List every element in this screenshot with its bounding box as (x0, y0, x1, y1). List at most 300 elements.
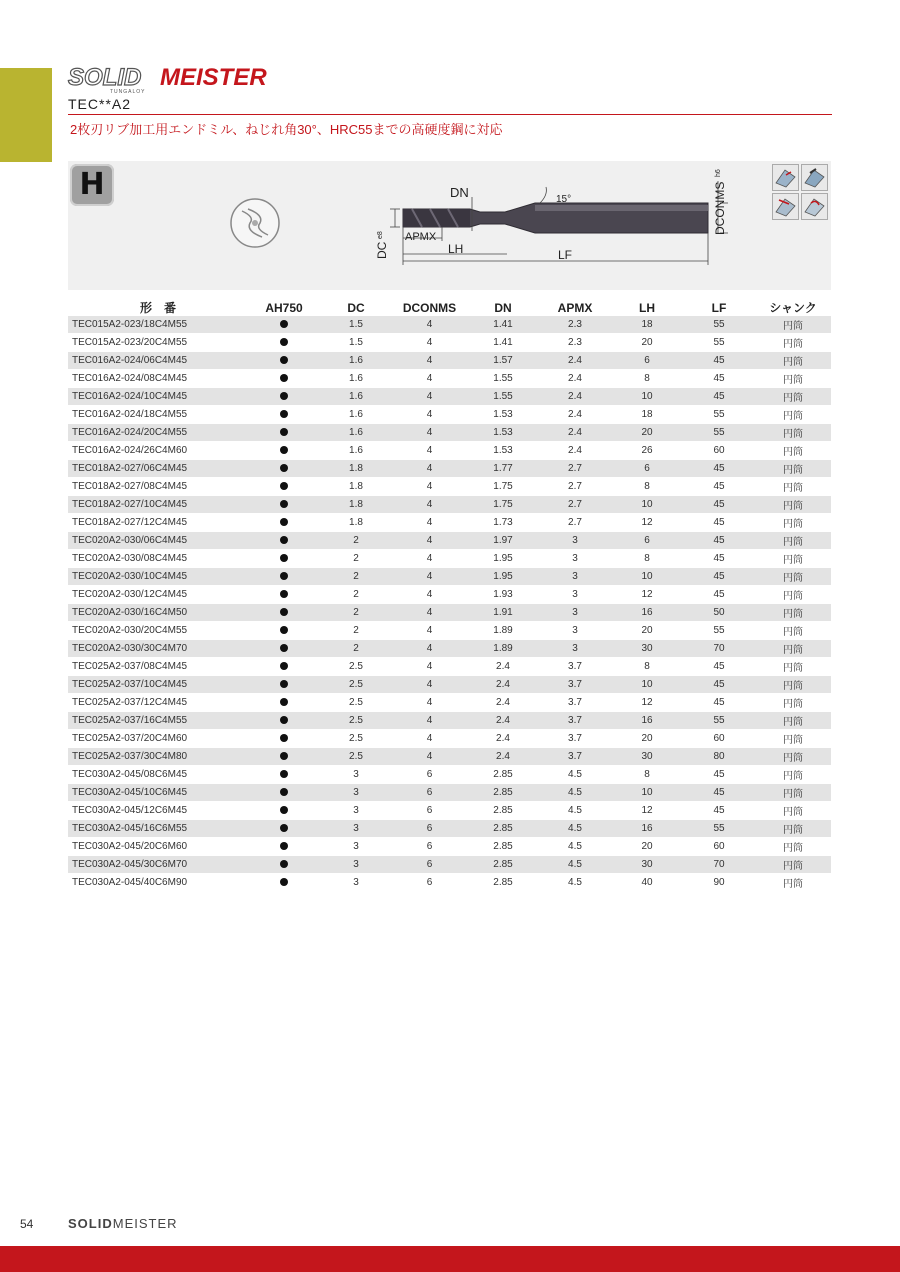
cell-grade-available (248, 334, 320, 352)
cell-apmx: 2.7 (539, 514, 611, 532)
cell-shank: 円筒 (755, 712, 831, 730)
cell-grade-available (248, 730, 320, 748)
cell-lf: 60 (683, 442, 755, 460)
cell-dn: 1.95 (467, 550, 539, 568)
cell-dc: 2.5 (320, 676, 392, 694)
cell-lh: 12 (611, 586, 683, 604)
table-row (68, 658, 831, 676)
cell-lh: 6 (611, 532, 683, 550)
cell-lh: 8 (611, 658, 683, 676)
cell-dc: 2 (320, 586, 392, 604)
cell-shank: 円筒 (755, 874, 831, 892)
cell-shank: 円筒 (755, 838, 831, 856)
cell-lf: 55 (683, 406, 755, 424)
cell-dc: 2 (320, 604, 392, 622)
cell-shank: 円筒 (755, 640, 831, 658)
cell-dconms: 4 (392, 334, 467, 352)
cell-lh: 20 (611, 730, 683, 748)
cell-dconms: 4 (392, 586, 467, 604)
cell-dconms: 6 (392, 784, 467, 802)
cell-shank: 円筒 (755, 478, 831, 496)
cell-lf: 45 (683, 388, 755, 406)
cell-code: TEC020A2-030/16C4M50 (68, 604, 248, 622)
cell-shank: 円筒 (755, 532, 831, 550)
cell-code: TEC016A2-024/26C4M60 (68, 442, 248, 460)
cell-apmx: 2.7 (539, 496, 611, 514)
cell-dn: 1.77 (467, 460, 539, 478)
cell-dn: 2.4 (467, 748, 539, 766)
cell-code: TEC016A2-024/10C4M45 (68, 388, 248, 406)
cell-dn: 2.85 (467, 820, 539, 838)
availability-dot-icon (280, 662, 288, 670)
table-row (68, 334, 831, 352)
footer-bar (0, 1246, 900, 1272)
availability-dot-icon (280, 860, 288, 868)
cell-dconms: 4 (392, 550, 467, 568)
cell-shank: 円筒 (755, 784, 831, 802)
cell-dn: 1.91 (467, 604, 539, 622)
cell-dc: 2.5 (320, 730, 392, 748)
availability-dot-icon (280, 878, 288, 886)
availability-dot-icon (280, 536, 288, 544)
availability-dot-icon (280, 392, 288, 400)
cell-grade-available (248, 352, 320, 370)
cell-shank: 円筒 (755, 388, 831, 406)
cell-dconms: 4 (392, 442, 467, 460)
cell-apmx: 2.4 (539, 370, 611, 388)
footer-brand (68, 1216, 178, 1231)
cell-apmx: 2.4 (539, 352, 611, 370)
table-row (68, 856, 831, 874)
cell-grade-available (248, 640, 320, 658)
availability-dot-icon (280, 500, 288, 508)
footer-brand-bold: SOLID (68, 1216, 113, 1231)
cell-dc: 3 (320, 874, 392, 892)
header-lf: LF (711, 300, 727, 315)
cell-lf: 45 (683, 478, 755, 496)
table-row (68, 370, 831, 388)
cell-dn: 2.4 (467, 676, 539, 694)
cell-apmx: 2.4 (539, 406, 611, 424)
cell-lf: 45 (683, 550, 755, 568)
cell-apmx: 2.3 (539, 316, 611, 334)
cell-dc: 1.8 (320, 460, 392, 478)
table-row (68, 388, 831, 406)
cell-dc: 2.5 (320, 712, 392, 730)
cell-code: TEC030A2-045/30C6M70 (68, 856, 248, 874)
availability-dot-icon (280, 734, 288, 742)
cell-dconms: 4 (392, 514, 467, 532)
table-row (68, 478, 831, 496)
header-lh: LH (639, 300, 655, 315)
cell-dc: 2.5 (320, 748, 392, 766)
cell-lf: 90 (683, 874, 755, 892)
figure-label-dconms-tol: h6 (715, 169, 722, 177)
section-color-tab (0, 68, 52, 162)
cell-dconms: 4 (392, 388, 467, 406)
cell-dc: 1.5 (320, 316, 392, 334)
table-row (68, 694, 831, 712)
cell-dc: 3 (320, 802, 392, 820)
cell-shank: 円筒 (755, 694, 831, 712)
table-row (68, 352, 831, 370)
cell-code: TEC020A2-030/08C4M45 (68, 550, 248, 568)
availability-dot-icon (280, 698, 288, 706)
table-row (68, 820, 831, 838)
cell-shank: 円筒 (755, 550, 831, 568)
availability-dot-icon (280, 410, 288, 418)
table-row (68, 676, 831, 694)
table-row (68, 712, 831, 730)
cell-shank: 円筒 (755, 676, 831, 694)
cell-apmx: 2.4 (539, 424, 611, 442)
cell-shank: 円筒 (755, 568, 831, 586)
cell-dconms: 4 (392, 352, 467, 370)
cell-dn: 1.53 (467, 424, 539, 442)
figure-label-dconms: DCONMS (713, 181, 727, 235)
cell-lf: 45 (683, 766, 755, 784)
cell-apmx: 4.5 (539, 838, 611, 856)
cell-grade-available (248, 658, 320, 676)
cell-lf: 45 (683, 352, 755, 370)
cell-lf: 55 (683, 820, 755, 838)
cell-lh: 30 (611, 748, 683, 766)
cell-code: TEC025A2-037/30C4M80 (68, 748, 248, 766)
cell-code: TEC020A2-030/06C4M45 (68, 532, 248, 550)
cell-dconms: 4 (392, 370, 467, 388)
cell-shank: 円筒 (755, 424, 831, 442)
cell-code: TEC025A2-037/08C4M45 (68, 658, 248, 676)
cell-apmx: 3.7 (539, 748, 611, 766)
cell-lf: 80 (683, 748, 755, 766)
cell-grade-available (248, 694, 320, 712)
cell-dconms: 4 (392, 424, 467, 442)
table-row (68, 514, 831, 532)
figure-label-dc-tol: e8 (377, 231, 384, 239)
cell-lf: 45 (683, 532, 755, 550)
table-row (68, 802, 831, 820)
cell-dn: 2.4 (467, 712, 539, 730)
cell-apmx: 3 (539, 550, 611, 568)
cell-lh: 8 (611, 550, 683, 568)
cell-grade-available (248, 622, 320, 640)
availability-dot-icon (280, 356, 288, 364)
cell-dconms: 4 (392, 622, 467, 640)
cell-lh: 10 (611, 676, 683, 694)
cell-lh: 40 (611, 874, 683, 892)
footer-brand-light: MEISTER (112, 1216, 178, 1231)
cell-shank: 円筒 (755, 604, 831, 622)
cell-dconms: 4 (392, 532, 467, 550)
cell-dn: 1.53 (467, 406, 539, 424)
cell-lf: 45 (683, 658, 755, 676)
cell-dc: 2 (320, 568, 392, 586)
product-description: 2枚刃リブ加工用エンドミル、ねじれ角30°、HRC55までの高硬度鋼に対応 (70, 122, 503, 137)
cell-apmx: 2.4 (539, 442, 611, 460)
cell-dn: 1.73 (467, 514, 539, 532)
cell-dconms: 4 (392, 406, 467, 424)
cell-code: TEC030A2-045/16C6M55 (68, 820, 248, 838)
cell-dconms: 6 (392, 874, 467, 892)
cell-lh: 6 (611, 352, 683, 370)
cell-shank: 円筒 (755, 406, 831, 424)
availability-dot-icon (280, 788, 288, 796)
cell-apmx: 3 (539, 640, 611, 658)
cell-lh: 8 (611, 766, 683, 784)
cell-apmx: 3 (539, 604, 611, 622)
availability-dot-icon (280, 374, 288, 382)
cell-dc: 3 (320, 766, 392, 784)
availability-dot-icon (280, 716, 288, 724)
table-row (68, 550, 831, 568)
cell-grade-available (248, 568, 320, 586)
cell-apmx: 4.5 (539, 874, 611, 892)
cell-grade-available (248, 478, 320, 496)
cell-dconms: 4 (392, 640, 467, 658)
cell-shank: 円筒 (755, 730, 831, 748)
series-title: TEC**A2 (68, 96, 132, 112)
cell-grade-available (248, 604, 320, 622)
availability-dot-icon (280, 320, 288, 328)
cell-lh: 10 (611, 496, 683, 514)
table-row (68, 766, 831, 784)
cell-code: TEC016A2-024/08C4M45 (68, 370, 248, 388)
cell-code: TEC030A2-045/20C6M60 (68, 838, 248, 856)
cell-grade-available (248, 532, 320, 550)
availability-dot-icon (280, 680, 288, 688)
cell-dc: 1.8 (320, 514, 392, 532)
cell-apmx: 4.5 (539, 820, 611, 838)
cell-dc: 1.6 (320, 406, 392, 424)
material-group-badge (70, 164, 114, 206)
availability-dot-icon (280, 752, 288, 760)
material-group-letter: H (79, 167, 105, 202)
cell-shank: 円筒 (755, 820, 831, 838)
cell-dc: 1.8 (320, 478, 392, 496)
cell-shank: 円筒 (755, 748, 831, 766)
availability-dot-icon (280, 608, 288, 616)
cell-apmx: 3.7 (539, 712, 611, 730)
cell-dn: 1.75 (467, 496, 539, 514)
cell-shank: 円筒 (755, 658, 831, 676)
cell-code: TEC018A2-027/10C4M45 (68, 496, 248, 514)
cell-dn: 1.93 (467, 586, 539, 604)
table-row (68, 838, 831, 856)
cell-dconms: 4 (392, 496, 467, 514)
cell-dn: 1.41 (467, 316, 539, 334)
cell-code: TEC025A2-037/16C4M55 (68, 712, 248, 730)
cell-lh: 10 (611, 388, 683, 406)
table-row (68, 460, 831, 478)
cross-section-icon (231, 199, 279, 247)
cell-lf: 45 (683, 586, 755, 604)
table-row (68, 586, 831, 604)
title-divider (68, 114, 832, 115)
availability-dot-icon (280, 842, 288, 850)
table-row (68, 640, 831, 658)
cell-grade-available (248, 748, 320, 766)
cell-apmx: 3.7 (539, 658, 611, 676)
cell-lh: 12 (611, 694, 683, 712)
brand-logo-meister: MEISTER (160, 64, 267, 91)
figure-label-apmx: APMX (405, 231, 437, 243)
figure-label-dn: DN (450, 185, 469, 200)
cell-lh: 6 (611, 460, 683, 478)
cell-lf: 45 (683, 514, 755, 532)
cell-lh: 26 (611, 442, 683, 460)
cell-apmx: 2.7 (539, 460, 611, 478)
cell-lh: 18 (611, 406, 683, 424)
cell-grade-available (248, 424, 320, 442)
availability-dot-icon (280, 482, 288, 490)
cell-dconms: 6 (392, 838, 467, 856)
availability-dot-icon (280, 518, 288, 526)
cell-grade-available (248, 370, 320, 388)
cell-dc: 2 (320, 550, 392, 568)
cell-code: TEC025A2-037/10C4M45 (68, 676, 248, 694)
cell-lh: 10 (611, 784, 683, 802)
figure-label-lh: LH (448, 242, 464, 256)
cell-apmx: 4.5 (539, 784, 611, 802)
cell-code: TEC020A2-030/30C4M70 (68, 640, 248, 658)
cell-dconms: 4 (392, 478, 467, 496)
cell-dc: 1.6 (320, 352, 392, 370)
cell-code: TEC018A2-027/12C4M45 (68, 514, 248, 532)
brand-logo (68, 64, 318, 100)
cell-dn: 1.89 (467, 640, 539, 658)
cell-code: TEC025A2-037/12C4M45 (68, 694, 248, 712)
end-mill-drawing (403, 203, 708, 233)
cell-dc: 3 (320, 856, 392, 874)
table-row (68, 568, 831, 586)
availability-dot-icon (280, 806, 288, 814)
cell-shank: 円筒 (755, 316, 831, 334)
availability-dot-icon (280, 446, 288, 454)
brand-logo-sub: TUNGALOY (110, 89, 146, 95)
cell-grade-available (248, 820, 320, 838)
spec-table-header (68, 299, 831, 316)
cell-lf: 45 (683, 676, 755, 694)
cell-dn: 1.53 (467, 442, 539, 460)
cell-lf: 60 (683, 730, 755, 748)
cell-lf: 70 (683, 856, 755, 874)
cell-code: TEC018A2-027/06C4M45 (68, 460, 248, 478)
header-dconms: DCONMS (402, 300, 457, 315)
cell-dn: 1.75 (467, 478, 539, 496)
table-row (68, 442, 831, 460)
cell-grade-available (248, 514, 320, 532)
slotting-icon (772, 164, 799, 191)
cell-lf: 60 (683, 838, 755, 856)
cell-shank: 円筒 (755, 370, 831, 388)
cell-code: TEC030A2-045/10C6M45 (68, 784, 248, 802)
application-icons (772, 164, 828, 220)
cell-apmx: 3.7 (539, 730, 611, 748)
cell-grade-available (248, 550, 320, 568)
cell-code: TEC016A2-024/20C4M55 (68, 424, 248, 442)
cell-apmx: 3.7 (539, 694, 611, 712)
cell-dn: 1.89 (467, 622, 539, 640)
cell-apmx: 4.5 (539, 766, 611, 784)
cell-dc: 1.5 (320, 334, 392, 352)
availability-dot-icon (280, 554, 288, 562)
availability-dot-icon (280, 338, 288, 346)
header-grade: AH750 (265, 300, 303, 315)
cell-dn: 2.85 (467, 802, 539, 820)
availability-dot-icon (280, 428, 288, 436)
table-row (68, 874, 831, 892)
cell-dc: 1.6 (320, 442, 392, 460)
cell-lh: 8 (611, 370, 683, 388)
cell-lh: 30 (611, 640, 683, 658)
cell-dc: 2.5 (320, 694, 392, 712)
cell-dn: 1.55 (467, 388, 539, 406)
cell-shank: 円筒 (755, 856, 831, 874)
cell-apmx: 2.3 (539, 334, 611, 352)
cell-grade-available (248, 676, 320, 694)
table-row (68, 532, 831, 550)
cell-apmx: 3 (539, 532, 611, 550)
cell-apmx: 2.7 (539, 478, 611, 496)
ramping-icon (772, 193, 799, 220)
cell-dconms: 4 (392, 712, 467, 730)
cell-dc: 2 (320, 532, 392, 550)
cell-shank: 円筒 (755, 622, 831, 640)
cell-dconms: 4 (392, 604, 467, 622)
brand-logo-solid: SOLID (68, 64, 142, 91)
cell-shank: 円筒 (755, 334, 831, 352)
cell-grade-available (248, 496, 320, 514)
cell-apmx: 3 (539, 568, 611, 586)
header-code: 形 番 (139, 301, 176, 315)
cell-shank: 円筒 (755, 442, 831, 460)
cell-lh: 20 (611, 334, 683, 352)
cell-shank: 円筒 (755, 766, 831, 784)
cell-grade-available (248, 784, 320, 802)
cell-dconms: 4 (392, 316, 467, 334)
cell-dconms: 6 (392, 820, 467, 838)
availability-dot-icon (280, 572, 288, 580)
cell-dc: 1.6 (320, 370, 392, 388)
cell-dn: 2.4 (467, 658, 539, 676)
cell-dconms: 6 (392, 802, 467, 820)
cell-code: TEC016A2-024/18C4M55 (68, 406, 248, 424)
helical-icon (801, 193, 828, 220)
cell-dc: 2 (320, 622, 392, 640)
availability-dot-icon (280, 590, 288, 598)
cell-dn: 2.85 (467, 784, 539, 802)
availability-dot-icon (280, 644, 288, 652)
cell-code: TEC020A2-030/10C4M45 (68, 568, 248, 586)
cell-dconms: 4 (392, 730, 467, 748)
header-dc: DC (347, 300, 365, 315)
cell-code: TEC030A2-045/40C6M90 (68, 874, 248, 892)
cell-lf: 45 (683, 784, 755, 802)
cell-lh: 20 (611, 622, 683, 640)
cell-dconms: 4 (392, 694, 467, 712)
cell-shank: 円筒 (755, 802, 831, 820)
cell-lh: 16 (611, 604, 683, 622)
table-row (68, 748, 831, 766)
cell-lh: 30 (611, 856, 683, 874)
cell-dc: 3 (320, 784, 392, 802)
cell-apmx: 4.5 (539, 802, 611, 820)
cell-lh: 10 (611, 568, 683, 586)
cell-code: TEC016A2-024/06C4M45 (68, 352, 248, 370)
tool-dimension-diagram (220, 161, 727, 271)
header-dn: DN (494, 300, 512, 315)
cell-lh: 12 (611, 514, 683, 532)
